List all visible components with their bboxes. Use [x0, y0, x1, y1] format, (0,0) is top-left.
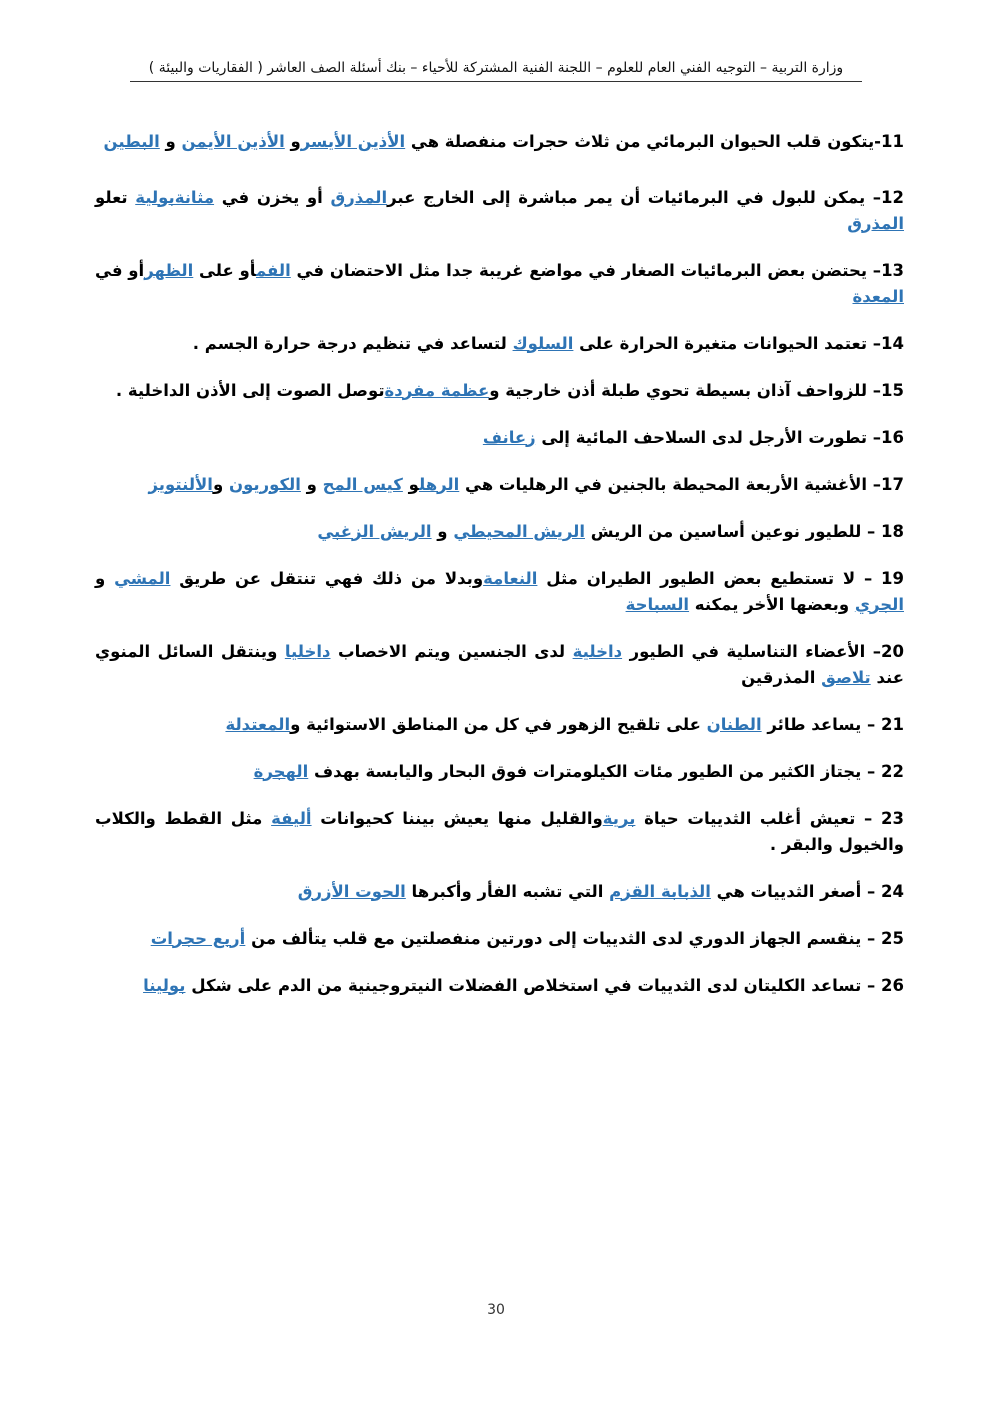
question-text: أو يخزن في [214, 187, 331, 207]
question-text: وينتقل السائل المنوي عند [95, 641, 904, 687]
question-23 [95, 806, 904, 858]
question-text: و [212, 474, 229, 494]
question-16 [95, 425, 904, 451]
question-text: 11-يتكون قلب الحيوان البرمائي من ثلاث حجرات منفصلة هي [405, 131, 904, 151]
answer-blank: الأذين الأيسر [300, 131, 406, 151]
answer-blank: بولينا [143, 975, 186, 995]
question-25 [95, 926, 904, 952]
question-text: و [159, 131, 182, 151]
question-12 [95, 185, 904, 237]
question-22 [95, 759, 904, 785]
question-text: و [431, 521, 454, 541]
answer-blank: الريش المحيطي [453, 521, 585, 541]
question-26 [95, 973, 904, 999]
question-text: مثل القطط والكلاب والخيول والبقر . [95, 808, 904, 854]
question-11 [95, 129, 904, 155]
question-text: 19 – لا تستطيع بعض الطيور الطيران مثل [537, 568, 904, 588]
question-text: المذرقين [741, 667, 822, 687]
answer-blank: الجري [854, 594, 904, 614]
answer-blank: الحوت الأزرق [297, 881, 406, 901]
answer-blank: المذرق [847, 213, 904, 233]
question-text: و [300, 474, 323, 494]
answer-blank: داخليا [284, 641, 331, 661]
answer-blank: عظمة مفردة [384, 380, 490, 400]
question-text: 18 – للطيور نوعين أساسين من الريش [585, 521, 904, 541]
answer-blank: المعتدلة [225, 714, 291, 734]
answer-blank: النعامة [483, 568, 538, 588]
question-text: 23 – تعيش أغلب الثدييات حياة [635, 808, 904, 828]
question-17 [95, 472, 904, 498]
question-text: التي تشبه الفأر وأكبرها [405, 881, 610, 901]
answer-blank: البطين [103, 131, 160, 151]
question-text: 21 – يساعد طائر [761, 714, 904, 734]
answer-blank: الريش الزغبي [317, 521, 432, 541]
answer-blank: داخلية [572, 641, 623, 661]
answer-blank: المشي [114, 568, 171, 588]
answer-blank: المذرق [330, 187, 388, 207]
answer-blank: الكوريون [228, 474, 301, 494]
page-number: 30 [487, 1302, 505, 1318]
answer-blank: الفم [255, 260, 291, 280]
page-header: وزارة التربية – التوجيه الفني العام للعلوم – اللجنة الفنية المشتركة للأحياء – بنك أسئلة الصف العاشر ( الفقاريات والبيئة ) [130, 60, 862, 82]
answer-blank: السباحة [625, 594, 690, 614]
questions-list [95, 112, 904, 1020]
question-text: و [95, 568, 115, 588]
question-text: وبعضها الأخر يمكنه [689, 594, 855, 614]
answer-blank: تلاصق [821, 667, 871, 687]
question-text: أو على [193, 260, 256, 280]
question-text: 26 – تساعد الكليتان لدى الثدييات في استخلاص الفضلات النيتروجينية من الدم على شكل [185, 975, 904, 995]
question-text: 22 – يجتاز الكثير من الطيور مئات الكيلومترات فوق البحار واليابسة بهدف [308, 761, 904, 781]
question-text: أو في [95, 260, 145, 280]
answer-blank: أليفة [271, 808, 312, 828]
question-text: تعلو [95, 187, 136, 207]
question-text: 16– تطورت الأرجل لدى السلاحف المائية إلى [535, 427, 904, 447]
answer-blank: كيس المح [322, 474, 403, 494]
answer-blank: أربع حجرات [150, 928, 246, 948]
question-18 [95, 519, 904, 545]
question-text: على تلقيح الزهور في كل من المناطق الاستوائية و [290, 714, 707, 734]
question-text: 17– الأغشية الأربعة المحيطة بالجنين في الرهليات هي [459, 474, 904, 494]
question-text: والقليل منها يعيش بيننا كحيوانات [311, 808, 603, 828]
question-text: 13– يحتضن بعض البرمائيات الصغار في مواضع غريبة جدا مثل الاحتضان في [290, 260, 905, 280]
question-text: 24 – أصغر الثدييات هي [710, 881, 904, 901]
answer-blank: الرهل [418, 474, 460, 494]
question-14 [95, 331, 904, 357]
answer-blank: الذبابة القزم [609, 881, 711, 901]
question-text: 20– الأعضاء التناسلية في الطيور [622, 641, 905, 661]
question-text: 15– للزواحف آذان بسيطة تحوي طبلة أذن خارجية و [489, 380, 904, 400]
answer-blank: الطنان [706, 714, 762, 734]
answer-blank: الأذين الأيمن [181, 131, 285, 151]
answer-blank: الهجرة [253, 761, 309, 781]
question-text: و [284, 131, 301, 151]
question-text: وبدلا من ذلك فهي تنتقل عن طريق [170, 568, 484, 588]
question-15 [95, 378, 904, 404]
answer-blank: السلوك [512, 333, 574, 353]
answer-blank: الألنتويز [148, 474, 213, 494]
answer-blank: برية [602, 808, 636, 828]
question-20 [95, 639, 904, 691]
question-text: و [402, 474, 419, 494]
answer-blank: زعانف [482, 427, 536, 447]
question-24 [95, 879, 904, 905]
answer-blank: مثانةبولية [135, 187, 215, 207]
question-text: لدى الجنسين ويتم الاخصاب [330, 641, 573, 661]
question-text: 12– يمكن للبول في البرمائيات أن يمر مباشرة إلى الخارج عبر [387, 187, 904, 207]
answer-blank: الظهر [144, 260, 194, 280]
answer-blank: المعدة [852, 286, 904, 306]
question-text: 14– تعتمد الحيوانات متغيرة الحرارة على [573, 333, 904, 353]
question-19 [95, 566, 904, 618]
question-13 [95, 258, 904, 310]
question-text: 25 – ينقسم الجهاز الدوري لدى الثدييات إلى دورتين منفصلتين مع قلب يتألف من [245, 928, 904, 948]
question-text: لتساعد في تنظيم درجة حرارة الجسم . [192, 333, 513, 353]
question-21 [95, 712, 904, 738]
question-text: توصل الصوت إلى الأذن الداخلية . [115, 380, 385, 400]
